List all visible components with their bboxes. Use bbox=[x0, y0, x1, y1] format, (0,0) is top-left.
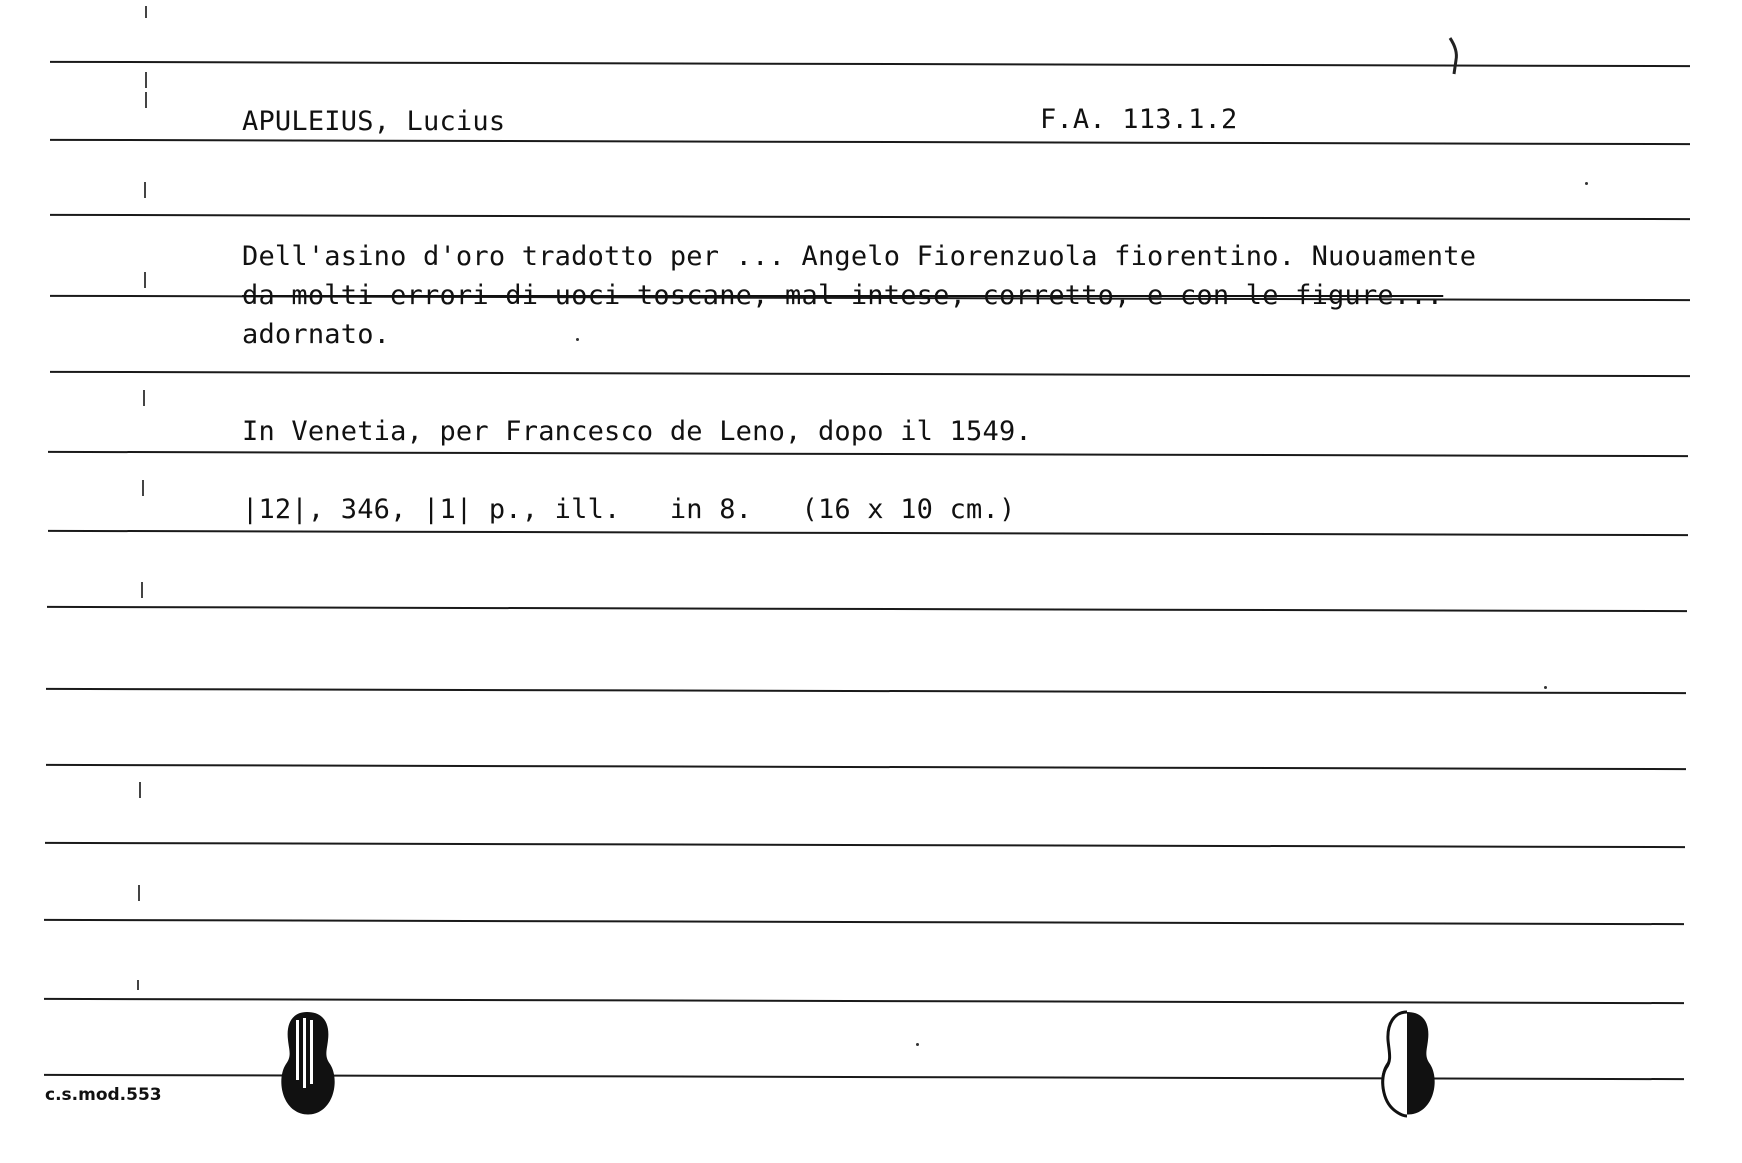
ruled-line bbox=[44, 919, 1684, 925]
form-code: c.s.mod.553 bbox=[45, 1085, 162, 1105]
punch-hole-right bbox=[1372, 1008, 1442, 1118]
heading: APULEIUS, Lucius bbox=[242, 106, 506, 137]
margin-tick bbox=[144, 272, 146, 288]
speck bbox=[1585, 182, 1588, 185]
collation: |12|, 346, |1| p., ill. in 8. (16 x 10 cm.) bbox=[242, 494, 1016, 525]
ruled-line bbox=[45, 842, 1685, 848]
ruled-line bbox=[50, 139, 1690, 145]
ruled-line bbox=[50, 371, 1690, 377]
ruled-line bbox=[47, 606, 1687, 612]
margin-tick bbox=[144, 182, 146, 198]
imprint: In Venetia, per Francesco de Leno, dopo il 1549. bbox=[242, 416, 1032, 447]
punch-hole-left bbox=[272, 1008, 342, 1118]
margin-tick bbox=[141, 582, 143, 598]
margin-tick bbox=[142, 480, 144, 496]
speck bbox=[1544, 686, 1547, 689]
margin-tick bbox=[143, 390, 145, 406]
ruled-line bbox=[50, 61, 1690, 67]
speck bbox=[916, 1043, 919, 1046]
ruled-line bbox=[48, 530, 1688, 536]
margin-tick bbox=[145, 6, 147, 18]
margin-tick bbox=[145, 92, 147, 108]
title-line: adornato. bbox=[242, 319, 391, 350]
ruled-line bbox=[46, 764, 1686, 770]
ruled-line bbox=[48, 451, 1688, 457]
ruled-line bbox=[50, 214, 1690, 220]
margin-tick bbox=[145, 72, 147, 88]
margin-tick bbox=[139, 782, 141, 798]
margin-tick bbox=[137, 980, 139, 990]
ruled-line bbox=[46, 688, 1686, 694]
shelfmark: F.A. 113.1.2 bbox=[1040, 104, 1238, 135]
title-line: Dell'asino d'oro tradotto per ... Angelo Fiorenzuola fiorentino. Nuouamente bbox=[242, 241, 1477, 272]
ruled-line bbox=[44, 998, 1684, 1004]
margin-tick bbox=[138, 885, 140, 901]
title-line: da molti errori di uoci toscane, mal intese, corretto, e con le figure... bbox=[242, 280, 1444, 311]
speck bbox=[576, 338, 579, 341]
corner-mark bbox=[1448, 36, 1462, 76]
